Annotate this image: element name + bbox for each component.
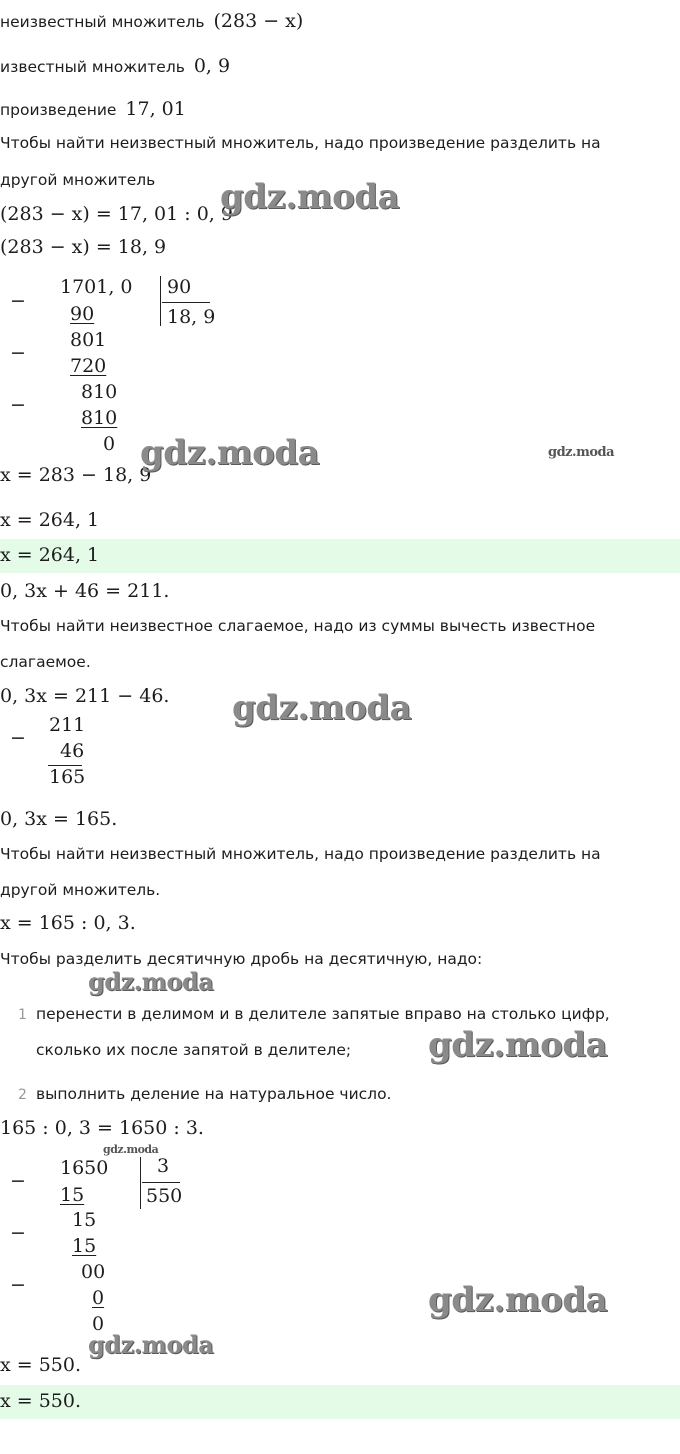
answer-2: x = 550. bbox=[0, 1390, 82, 1412]
division2-sub-3: 0 bbox=[92, 1287, 105, 1309]
watermark-2: gdz.moda bbox=[140, 433, 320, 473]
rule3-line2: другой множитель. bbox=[0, 881, 161, 899]
division1-rem-3: 0 bbox=[103, 433, 116, 455]
division1-minus-1: − bbox=[10, 290, 26, 312]
step-2-number: 2 bbox=[18, 1087, 27, 1103]
division2-dividend: 1650 bbox=[60, 1157, 109, 1179]
division2-rem-2: 00 bbox=[81, 1261, 106, 1283]
equation-1: (283 − x) = 17, 01 : 0, 9 bbox=[0, 203, 233, 225]
division2-divisor: 3 bbox=[157, 1155, 170, 1177]
known-factor-math: 0, 9 bbox=[193, 55, 231, 77]
equation-6: 0, 3x = 211 − 46. bbox=[0, 685, 170, 707]
unknown-factor-line bbox=[0, 10, 303, 32]
watermark-8: gdz.moda bbox=[428, 1280, 608, 1320]
watermark-7: gdz.moda bbox=[103, 1143, 159, 1156]
division2-rem-1: 15 bbox=[72, 1209, 97, 1231]
step-1-line1: перенести в делимом и в делителе запятые вправо на столько цифр, bbox=[36, 1005, 610, 1023]
watermark-9: gdz.moda bbox=[88, 1330, 214, 1359]
watermark-3: gdz.moda bbox=[548, 445, 615, 460]
equation-9: 165 : 0, 3 = 1650 : 3. bbox=[0, 1117, 204, 1139]
division2-minus-3: − bbox=[10, 1274, 26, 1296]
equation-5: 0, 3x + 46 = 211. bbox=[0, 580, 170, 602]
rule2-line1: Чтобы найти неизвестное слагаемое, надо из суммы вычесть известное bbox=[0, 617, 596, 635]
known-factor-line bbox=[0, 55, 230, 77]
rule4-line: Чтобы разделить десятичную дробь на десятичную, надо: bbox=[0, 950, 483, 968]
division1-vertical-bar bbox=[160, 276, 161, 326]
answer-1-highlight bbox=[0, 539, 680, 573]
equation-4: x = 264, 1 bbox=[0, 509, 100, 531]
equation-2: (283 − x) = 18, 9 bbox=[0, 236, 167, 258]
watermark-1: gdz.moda bbox=[220, 177, 400, 217]
division1-minus-2: − bbox=[10, 342, 26, 364]
division2-rem-3: 0 bbox=[92, 1313, 105, 1335]
division2-quotient: 550 bbox=[146, 1185, 183, 1207]
division1-dividend: 1701, 0 bbox=[60, 276, 133, 298]
watermark-4: gdz.moda bbox=[232, 688, 412, 728]
division1-quotient-line bbox=[162, 302, 210, 303]
known-factor-label: известный множитель bbox=[0, 58, 185, 76]
subtraction-minus: − bbox=[10, 727, 26, 749]
subtraction-subtrahend: 46 bbox=[60, 740, 85, 762]
unknown-factor-math: (283 − x) bbox=[213, 10, 304, 32]
step-1-line2: сколько их после запятой в делителе; bbox=[36, 1041, 352, 1059]
division1-divisor: 90 bbox=[167, 276, 192, 298]
division1-sub-1: 90 bbox=[70, 303, 95, 325]
division1-minus-3: − bbox=[10, 394, 26, 416]
rule1-line2: другой множитель bbox=[0, 171, 156, 189]
subtraction-minuend: 211 bbox=[49, 714, 86, 736]
division1-quotient: 18, 9 bbox=[167, 306, 216, 328]
rule3-line1: Чтобы найти неизвестный множитель, надо произведение разделить на bbox=[0, 845, 601, 863]
division2-sub-2: 15 bbox=[72, 1235, 97, 1257]
rule2-line2: слагаемое. bbox=[0, 653, 91, 671]
division2-sub-1: 15 bbox=[60, 1184, 85, 1206]
division1-sub-3: 810 bbox=[81, 407, 118, 429]
step-2-line: выполнить деление на натуральное число. bbox=[36, 1085, 392, 1103]
equation-10: x = 550. bbox=[0, 1354, 82, 1376]
watermark-6: gdz.moda bbox=[428, 1025, 608, 1065]
answer-2-highlight bbox=[0, 1385, 680, 1419]
unknown-factor-label: неизвестный множитель bbox=[0, 13, 205, 31]
subtraction-result: 165 bbox=[49, 766, 86, 788]
product-label: произведение bbox=[0, 101, 117, 119]
product-line bbox=[0, 98, 186, 120]
division1-rem-1: 801 bbox=[70, 329, 107, 351]
division2-minus-2: − bbox=[10, 1222, 26, 1244]
division1-sub-2: 720 bbox=[70, 355, 107, 377]
division2-quotient-line bbox=[142, 1182, 180, 1183]
equation-7: 0, 3x = 165. bbox=[0, 808, 118, 830]
division2-vertical-bar bbox=[140, 1157, 141, 1209]
division2-minus-1: − bbox=[10, 1170, 26, 1192]
equation-3: x = 283 − 18, 9 bbox=[0, 464, 152, 486]
watermark-5: gdz.moda bbox=[88, 967, 214, 996]
rule1-line1: Чтобы найти неизвестный множитель, надо произведение разделить на bbox=[0, 134, 601, 152]
equation-8: x = 165 : 0, 3. bbox=[0, 912, 136, 934]
product-math: 17, 01 bbox=[125, 98, 186, 120]
division1-rem-2: 810 bbox=[81, 381, 118, 403]
step-1-number: 1 bbox=[18, 1007, 27, 1023]
answer-1: x = 264, 1 bbox=[0, 544, 100, 566]
